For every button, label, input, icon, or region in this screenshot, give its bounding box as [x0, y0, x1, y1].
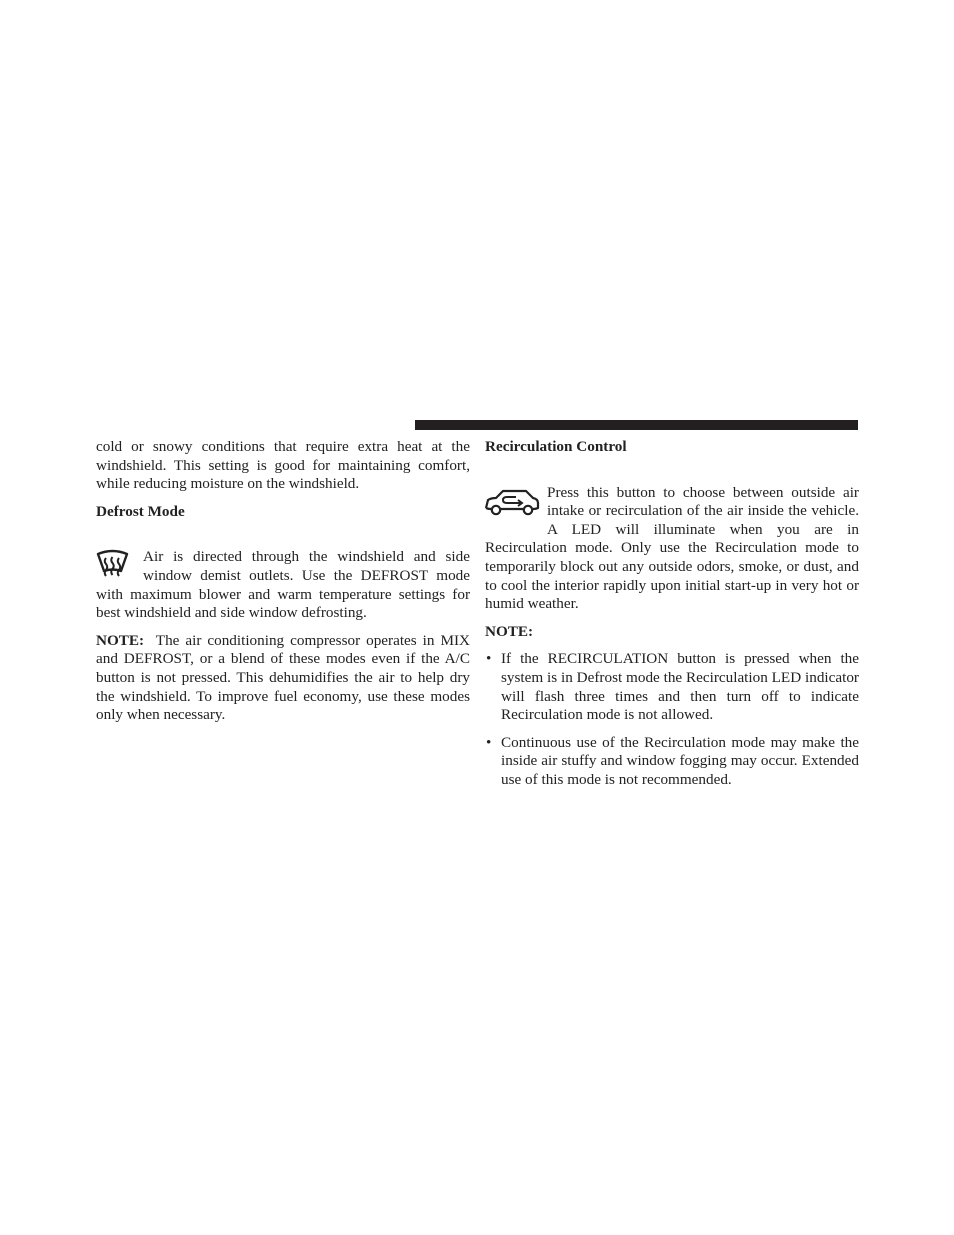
- recirculation-control-heading: Recirculation Control: [485, 438, 627, 455]
- intro-paragraph: cold or snowy conditions that require extra heat at the windshield. This setting is good for maintaining comfort, while reducing moisture on the windshield.: [96, 438, 470, 493]
- defrost-mode-block: [96, 548, 470, 622]
- list-item: • If the RECIRCULATION button is pressed when the system is in Defrost mode the Recirculation LED indicator will flash three times and then turn off to indicate Recirculation mode is not allowed.: [486, 650, 859, 724]
- bullet-text: Continuous use of the Recirculation mode may make the inside air stuffy and window fogging may occur. Extended use of this mode is not recommended.: [501, 733, 859, 788]
- right-note-label: NOTE:: [485, 622, 534, 640]
- defrost-mode-text: Air is directed through the windshield and side window demist outlets. Use the DEFROST mode with maximum blower and warm temperature settings for best windshield and side window defrosting.: [96, 548, 470, 622]
- list-item: • Continuous use of the Recirculation mode may make the inside air stuffy and window fogging may occur. Extended use of this mode is not recommended.: [486, 733, 859, 788]
- recirculation-icon: [483, 488, 541, 524]
- defrost-mode-heading: Defrost Mode: [96, 502, 185, 520]
- right-column: [485, 438, 859, 790]
- recirculation-notes-list: [485, 650, 859, 789]
- recirculation-block: [485, 484, 859, 614]
- bullet-text: If the RECIRCULATION button is pressed when the system is in Defrost mode the Recirculation LED indicator will flash three times and then turn off to indicate Recirculation mode is not allowed.: [501, 650, 859, 724]
- note-label: NOTE:: [96, 631, 145, 649]
- windshield-defrost-icon: [96, 549, 129, 585]
- note-text: The air conditioning compressor operates in MIX and DEFROST, or a blend of these modes even if the A/C button is not pressed. This dehumidifies the air to help dry the windshield. To improve fuel economy, use these modes only when necessary.: [96, 631, 471, 724]
- left-note: [96, 632, 470, 725]
- recirculation-text: Press this button to choose between outside air intake or recirculation of the air inside the vehicle. A LED will illuminate when you are in Recirculation mode. Only use the Recirculation mode to temporarily block out any outside odors, smoke, or dust, and to cool the interior rapidly upon initial start-up in very hot or humid weather.: [485, 483, 859, 613]
- section-header-bar: [415, 420, 858, 430]
- left-column: [96, 438, 470, 725]
